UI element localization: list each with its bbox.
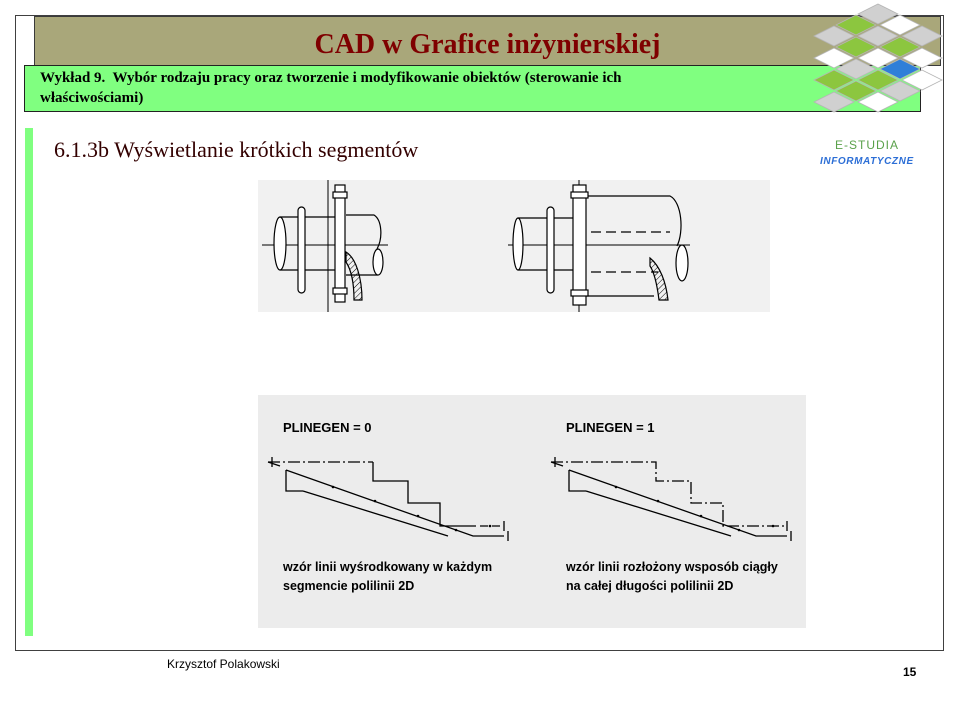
e-studia-logo [800, 0, 945, 170]
plinegen-figure [258, 395, 806, 628]
section-heading: 6.1.3b Wyświetlanie krótkich segmentów [54, 137, 419, 162]
plinegen-1-diagram [551, 420, 791, 593]
plinegen-1-caption-1: wzór linii rozłożony wsposób ciągły [566, 560, 778, 574]
logo-tiles [814, 4, 942, 112]
shaft-figure-right [508, 180, 690, 312]
subtitle-line-2: właściwościami) [40, 90, 144, 106]
slide-title: CAD w Grafice inżynierskiej [314, 29, 661, 60]
accent-bar [25, 128, 33, 636]
logo-line-1: E-STUDIA [835, 138, 900, 152]
shaft-figure-left [262, 180, 388, 312]
plinegen-1-caption-2: na całej długości polilinii 2D [566, 579, 734, 593]
shaft-coupling-figure [258, 180, 770, 312]
plinegen-0-label: PLINEGEN = 0 [283, 420, 372, 435]
plinegen-0-caption-1: wzór linii wyśrodkowany w każdym [283, 560, 493, 574]
plinegen-0-diagram [268, 420, 508, 593]
author: Krzysztof Polakowski [167, 657, 280, 671]
plinegen-0-caption-2: segmencie polilinii 2D [283, 579, 415, 593]
page-number: 15 [903, 665, 917, 679]
plinegen-1-label: PLINEGEN = 1 [566, 420, 655, 435]
logo-line-2: INFORMATYCZNE [820, 156, 914, 167]
subtitle-line-1: Wykład 9. Wybór rodzaju pracy oraz tworzenie i modyfikowanie obiektów (sterowanie ich [40, 70, 622, 86]
